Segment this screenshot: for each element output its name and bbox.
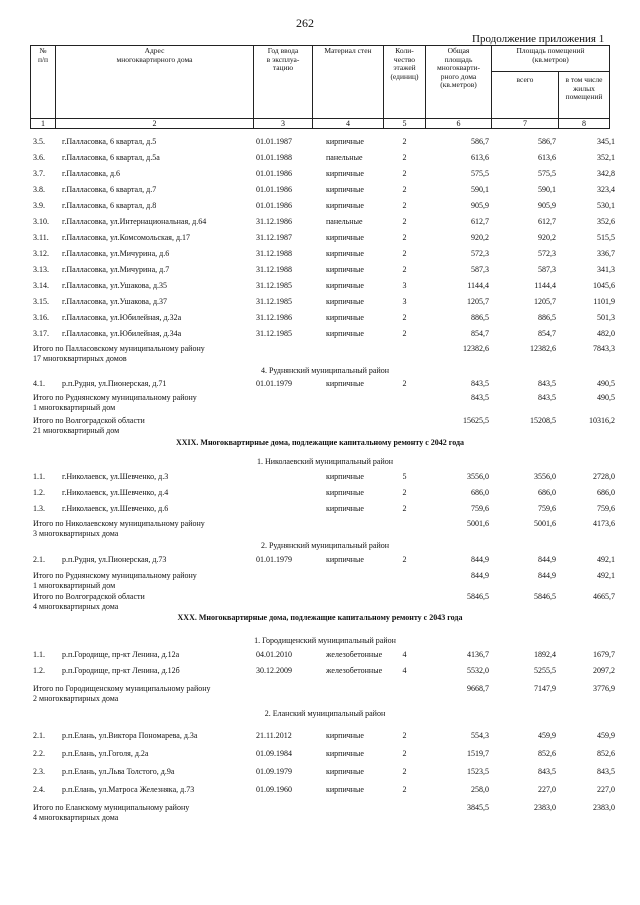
- total-area-residential: 490,5: [597, 393, 615, 402]
- row-material: кирпичные: [326, 265, 364, 274]
- total-label: Итого по Руднянскому муниципальному району 1 многоквартирный дом: [33, 393, 197, 412]
- row-address: р.п.Елань, ул.Виктора Пономарева, д.3а: [62, 731, 198, 740]
- total-label: Итого по Волгоградской области 4 многоквартирных дома: [33, 592, 145, 611]
- row-address: г.Палласовка, 6 квартал, д.7: [62, 185, 157, 194]
- row-floors: 2: [402, 233, 407, 242]
- row-total-area: 686,0: [471, 488, 489, 497]
- row-floors: 2: [402, 265, 407, 274]
- total-area: 5846,5: [467, 592, 489, 601]
- row-floors: 2: [402, 137, 407, 146]
- row-total-area: 613,6: [471, 153, 489, 162]
- row-address: р.п.Елань, ул.Гоголя, д.2а: [62, 749, 149, 758]
- row-area-residential: 490,5: [597, 379, 615, 388]
- subheader-border: [491, 71, 610, 72]
- row-total-area: 1205,7: [467, 297, 489, 306]
- row-area-all: 920,2: [538, 233, 556, 242]
- row-total-area: 587,3: [471, 265, 489, 274]
- row-total-area: 1523,5: [467, 767, 489, 776]
- total-area: 5001,6: [467, 519, 489, 528]
- row-number: 3.12.: [33, 249, 49, 258]
- row-total-area: 590,1: [471, 185, 489, 194]
- row-total-area: 759,6: [471, 504, 489, 513]
- row-year: 31.12.1987: [256, 233, 292, 242]
- row-area-all: 759,6: [538, 504, 556, 513]
- row-total-area: 586,7: [471, 137, 489, 146]
- row-number: 3.11.: [33, 233, 49, 242]
- row-total-area: 258,0: [471, 785, 489, 794]
- row-area-residential: 1679,7: [593, 650, 615, 659]
- header-address: Адрес многоквартирного дома: [116, 46, 193, 64]
- total-area: 15625,5: [463, 416, 489, 425]
- row-address: г.Николаевск, ул.Шевченко, д.3: [62, 472, 169, 481]
- row-material: кирпичные: [326, 379, 364, 388]
- row-total-area: 905,9: [471, 201, 489, 210]
- row-floors: 4: [402, 650, 407, 659]
- row-floors: 2: [402, 749, 407, 758]
- chapter-title: XXIX. Многоквартирные дома, подлежащие капитальному ремонту с 2042 года: [175, 438, 465, 447]
- chapter-title: XXX. Многоквартирные дома, подлежащие капитальному ремонту с 2043 года: [177, 613, 463, 622]
- row-number: 3.17.: [33, 329, 49, 338]
- row-year: 31.12.1985: [256, 281, 292, 290]
- row-floors: 2: [402, 767, 407, 776]
- section-title: 2. Руднянский муниципальный район: [260, 541, 390, 550]
- row-area-residential: 492,1: [597, 555, 615, 564]
- row-material: железобетонные: [326, 650, 383, 659]
- row-area-all: 459,9: [538, 731, 556, 740]
- row-total-area: 554,3: [471, 731, 489, 740]
- row-area-residential: 323,4: [597, 185, 615, 194]
- row-total-area: 1144,4: [467, 281, 489, 290]
- row-material: кирпичные: [326, 472, 364, 481]
- column-number: 4: [346, 119, 350, 128]
- row-address: р.п.Рудня, ул.Пионерская, д.71: [62, 379, 167, 388]
- total-area-all: 5846,5: [534, 592, 556, 601]
- row-number: 4.1.: [33, 379, 45, 388]
- row-area-residential: 1101,9: [593, 297, 615, 306]
- total-area-all: 844,9: [538, 571, 556, 580]
- column-number: 2: [152, 119, 157, 128]
- total-label: Итого по Городищенскому муниципальному району 2 многоквартирных дома: [33, 684, 211, 703]
- row-address: г.Палласовка, ул.Мичурина, д.7: [62, 265, 170, 274]
- row-address: г.Палласовка, ул.Мичурина, д.6: [62, 249, 170, 258]
- header-year: Год ввода в эксплуа- тацию: [266, 46, 300, 72]
- row-material: кирпичные: [326, 749, 364, 758]
- row-area-all: 575,5: [538, 169, 556, 178]
- row-floors: 2: [402, 379, 407, 388]
- row-area-residential: 345,1: [597, 137, 615, 146]
- total-area-residential: 3776,9: [593, 684, 615, 693]
- row-total-area: 920,2: [471, 233, 489, 242]
- row-total-area: 3556,0: [467, 472, 489, 481]
- total-area-residential: 7843,3: [593, 344, 615, 353]
- total-area-residential: 492,1: [597, 571, 615, 580]
- row-area-residential: 530,1: [597, 201, 615, 210]
- row-number: 2.1.: [33, 731, 45, 740]
- header-premises-area: Площадь помещений (кв.метров): [516, 46, 585, 64]
- row-address: г.Палласовка, ул.Комсомольская, д.17: [62, 233, 191, 242]
- row-area-all: 586,7: [538, 137, 556, 146]
- row-material: кирпичные: [326, 731, 364, 740]
- row-year: 01.01.1988: [256, 153, 292, 162]
- row-material: кирпичные: [326, 201, 364, 210]
- row-year: 21.11.2012: [256, 731, 292, 740]
- row-address: г.Палласовка, ул.Ушакова, д.37: [62, 297, 168, 306]
- row-area-residential: 501,3: [597, 313, 615, 322]
- row-total-area: 612,7: [471, 217, 489, 226]
- row-address: г.Палласовка, 6 квартал, д.8: [62, 201, 157, 210]
- row-number: 1.2.: [33, 666, 45, 675]
- row-total-area: 844,9: [471, 555, 489, 564]
- row-area-residential: 2728,0: [593, 472, 615, 481]
- total-area: 12382,6: [463, 344, 489, 353]
- row-area-all: 1205,7: [534, 297, 556, 306]
- row-year: 01.01.1987: [256, 137, 292, 146]
- row-floors: 2: [402, 555, 407, 564]
- row-area-all: 5255,5: [534, 666, 556, 675]
- row-material: кирпичные: [326, 137, 364, 146]
- row-floors: 2: [402, 249, 407, 258]
- row-floors: 4: [402, 666, 407, 675]
- column-number: 3: [281, 119, 285, 128]
- total-area-residential: 10316,2: [589, 416, 615, 425]
- row-year: 01.09.1979: [256, 767, 292, 776]
- total-label: Итого по Еланскому муниципальному району 4 многоквартирных дома: [33, 803, 190, 822]
- row-year: 30.12.2009: [256, 666, 292, 675]
- col-divider: [312, 45, 313, 129]
- row-year: 31.12.1988: [256, 265, 292, 274]
- row-number: 2.1.: [33, 555, 45, 564]
- row-floors: 2: [402, 488, 407, 497]
- row-floors: 2: [402, 185, 407, 194]
- continuation-label: Продолжение приложения 1: [472, 33, 605, 45]
- row-number: 3.8.: [33, 185, 45, 194]
- row-area-all: 1144,4: [534, 281, 556, 290]
- row-area-all: 3556,0: [534, 472, 556, 481]
- row-area-all: 854,7: [538, 329, 556, 338]
- row-area-all: 1892,4: [534, 650, 556, 659]
- row-area-residential: 843,5: [597, 767, 615, 776]
- row-number: 1.2.: [33, 488, 45, 497]
- row-material: кирпичные: [326, 233, 364, 242]
- row-area-all: 843,5: [538, 379, 556, 388]
- header-num: № п/п: [37, 46, 49, 64]
- row-area-residential: 227,0: [597, 785, 615, 794]
- header-floors: Коли- чество этажей (единиц): [390, 46, 419, 81]
- row-number: 3.10.: [33, 217, 49, 226]
- row-area-residential: 352,6: [597, 217, 615, 226]
- row-material: кирпичные: [326, 185, 364, 194]
- row-year: 01.09.1984: [256, 749, 292, 758]
- row-total-area: 886,5: [471, 313, 489, 322]
- row-material: панельные: [326, 217, 363, 226]
- row-material: кирпичные: [326, 281, 364, 290]
- col-divider: [609, 45, 610, 129]
- row-floors: 2: [402, 731, 407, 740]
- row-year: 01.09.1960: [256, 785, 292, 794]
- row-number: 2.3.: [33, 767, 45, 776]
- row-address: р.п.Елань, ул.Матроса Железняка, д.73: [62, 785, 195, 794]
- row-area-residential: 336,7: [597, 249, 615, 258]
- row-total-area: 5532,0: [467, 666, 489, 675]
- row-address: г.Палласовка, ул.Юбилейная, д.32а: [62, 313, 182, 322]
- row-year: 01.01.1986: [256, 169, 292, 178]
- row-material: кирпичные: [326, 249, 364, 258]
- row-area-all: 844,9: [538, 555, 556, 564]
- row-area-all: 587,3: [538, 265, 556, 274]
- row-area-all: 572,3: [538, 249, 556, 258]
- row-number: 3.9.: [33, 201, 45, 210]
- row-material: кирпичные: [326, 785, 364, 794]
- total-area-all: 5001,6: [534, 519, 556, 528]
- row-address: г.Николаевск, ул.Шевченко, д.6: [62, 504, 169, 513]
- row-year: 01.01.1979: [256, 555, 292, 564]
- total-area-all: 2383,0: [534, 803, 556, 812]
- total-area: 843,5: [471, 393, 489, 402]
- header-all: всего: [516, 75, 534, 84]
- row-number: 3.16.: [33, 313, 49, 322]
- row-number: 3.5.: [33, 137, 45, 146]
- row-floors: 2: [402, 201, 407, 210]
- column-number: 5: [402, 119, 407, 128]
- row-area-residential: 352,1: [597, 153, 615, 162]
- row-area-residential: 686,0: [597, 488, 615, 497]
- section-title: 1. Николаевский муниципальный район: [256, 457, 394, 466]
- row-address: г.Палласовка, 6 квартал, д.5а: [62, 153, 160, 162]
- row-year: 31.12.1986: [256, 217, 292, 226]
- row-number: 2.2.: [33, 749, 45, 758]
- section-title: 1. Городищенский муниципальный район: [254, 636, 396, 645]
- column-number: 6: [456, 119, 461, 128]
- row-area-residential: 1045,6: [593, 281, 615, 290]
- row-area-residential: 2097,2: [593, 666, 615, 675]
- row-area-all: 852,6: [538, 749, 556, 758]
- row-address: г.Палласовка, ул.Интернациональная, д.64: [62, 217, 207, 226]
- header-residential: в том числе жилых помещений: [565, 75, 603, 101]
- row-area-residential: 342,8: [597, 169, 615, 178]
- row-year: 31.12.1986: [256, 313, 292, 322]
- row-area-all: 590,1: [538, 185, 556, 194]
- total-area: 3845,5: [467, 803, 489, 812]
- total-label: Итого по Палласовскому муниципальному району 17 многоквартирных домов: [33, 344, 205, 363]
- total-label: Итого по Николаевскому муниципальному району 3 многоквартирных дома: [33, 519, 205, 538]
- row-material: кирпичные: [326, 313, 364, 322]
- total-area-residential: 4173,6: [593, 519, 615, 528]
- row-floors: 2: [402, 217, 407, 226]
- page-number: 262: [296, 16, 314, 30]
- row-address: г.Палласовка, 6 квартал, д.5: [62, 137, 157, 146]
- row-floors: 5: [402, 472, 407, 481]
- row-area-residential: 515,5: [597, 233, 615, 242]
- row-number: 3.6.: [33, 153, 45, 162]
- total-label: Итого по Руднянскому муниципальному району 1 многоквартирный дом: [33, 571, 197, 590]
- total-area-all: 843,5: [538, 393, 556, 402]
- total-area: 844,9: [471, 571, 489, 580]
- row-number: 1.1.: [33, 472, 45, 481]
- row-area-residential: 852,6: [597, 749, 615, 758]
- row-number: 3.14.: [33, 281, 49, 290]
- row-year: 01.01.1979: [256, 379, 292, 388]
- row-year: 01.01.1986: [256, 201, 292, 210]
- row-floors: 2: [402, 785, 407, 794]
- row-year: 31.12.1985: [256, 329, 292, 338]
- row-address: р.п.Елань, ул.Льва Толстого, д.9а: [62, 767, 175, 776]
- row-material: кирпичные: [326, 767, 364, 776]
- row-area-all: 686,0: [538, 488, 556, 497]
- row-area-all: 227,0: [538, 785, 556, 794]
- row-number: 1.1.: [33, 650, 45, 659]
- row-floors: 2: [402, 329, 407, 338]
- row-total-area: 4136,7: [467, 650, 489, 659]
- row-material: кирпичные: [326, 555, 364, 564]
- total-area-residential: 4665,7: [593, 592, 615, 601]
- row-address: р.п.Городище, пр-кт Ленина, д.12а: [62, 650, 180, 659]
- column-number: 8: [582, 119, 586, 128]
- row-total-area: 843,5: [471, 379, 489, 388]
- row-floors: 2: [402, 169, 407, 178]
- row-address: г.Палласовка, ул.Юбилейная, д.34а: [62, 329, 182, 338]
- row-area-residential: 341,3: [597, 265, 615, 274]
- row-floors: 3: [402, 281, 407, 290]
- row-number: 1.3.: [33, 504, 45, 513]
- row-material: панельные: [326, 153, 363, 162]
- row-address: г.Николаевск, ул.Шевченко, д.4: [62, 488, 169, 497]
- row-total-area: 575,5: [471, 169, 489, 178]
- row-address: г.Палласовка, д.6: [62, 169, 121, 178]
- row-area-all: 886,5: [538, 313, 556, 322]
- row-total-area: 572,3: [471, 249, 489, 258]
- row-number: 3.7.: [33, 169, 45, 178]
- total-area-all: 12382,6: [530, 344, 556, 353]
- row-year: 31.12.1988: [256, 249, 292, 258]
- row-number: 2.4.: [33, 785, 45, 794]
- row-year: 04.01.2010: [256, 650, 292, 659]
- total-area-all: 15208,5: [530, 416, 556, 425]
- row-number: 3.15.: [33, 297, 49, 306]
- row-total-area: 854,7: [471, 329, 489, 338]
- row-floors: 2: [402, 504, 407, 513]
- header-material: Материал стен: [324, 46, 372, 55]
- row-total-area: 1519,7: [467, 749, 489, 758]
- total-area: 9668,7: [467, 684, 489, 693]
- row-material: кирпичные: [326, 504, 364, 513]
- row-area-all: 612,7: [538, 217, 556, 226]
- row-area-residential: 482,0: [597, 329, 615, 338]
- row-floors: 2: [402, 313, 407, 322]
- row-material: кирпичные: [326, 297, 364, 306]
- row-area-all: 843,5: [538, 767, 556, 776]
- section-title: 4. Руднянский муниципальный район: [260, 366, 390, 375]
- row-material: кирпичные: [326, 488, 364, 497]
- row-address: р.п.Городище, пр-кт Ленина, д.12б: [62, 666, 180, 675]
- header-total-area: Общая площадь многокварти- рного дома (кв.метров): [436, 46, 480, 89]
- row-area-all: 613,6: [538, 153, 556, 162]
- row-year: 01.01.1986: [256, 185, 292, 194]
- total-area-all: 7147,9: [534, 684, 556, 693]
- column-number: 7: [523, 119, 527, 128]
- total-area-residential: 2383,0: [593, 803, 615, 812]
- column-number: 1: [41, 119, 45, 128]
- row-material: кирпичные: [326, 169, 364, 178]
- row-floors: 2: [402, 153, 407, 162]
- row-address: г.Палласовка, ул.Ушакова, д.35: [62, 281, 168, 290]
- row-number: 3.13.: [33, 265, 49, 274]
- row-area-residential: 759,6: [597, 504, 615, 513]
- section-title: 2. Еланский муниципальный район: [264, 709, 386, 718]
- row-year: 31.12.1985: [256, 297, 292, 306]
- row-area-all: 905,9: [538, 201, 556, 210]
- total-label: Итого по Волгоградской области 21 многоквартирный дом: [33, 416, 145, 435]
- row-address: р.п.Рудня, ул.Пионерская, д.73: [62, 555, 167, 564]
- row-material: кирпичные: [326, 329, 364, 338]
- row-area-residential: 459,9: [597, 731, 615, 740]
- row-material: железобетонные: [326, 666, 383, 675]
- row-floors: 3: [402, 297, 407, 306]
